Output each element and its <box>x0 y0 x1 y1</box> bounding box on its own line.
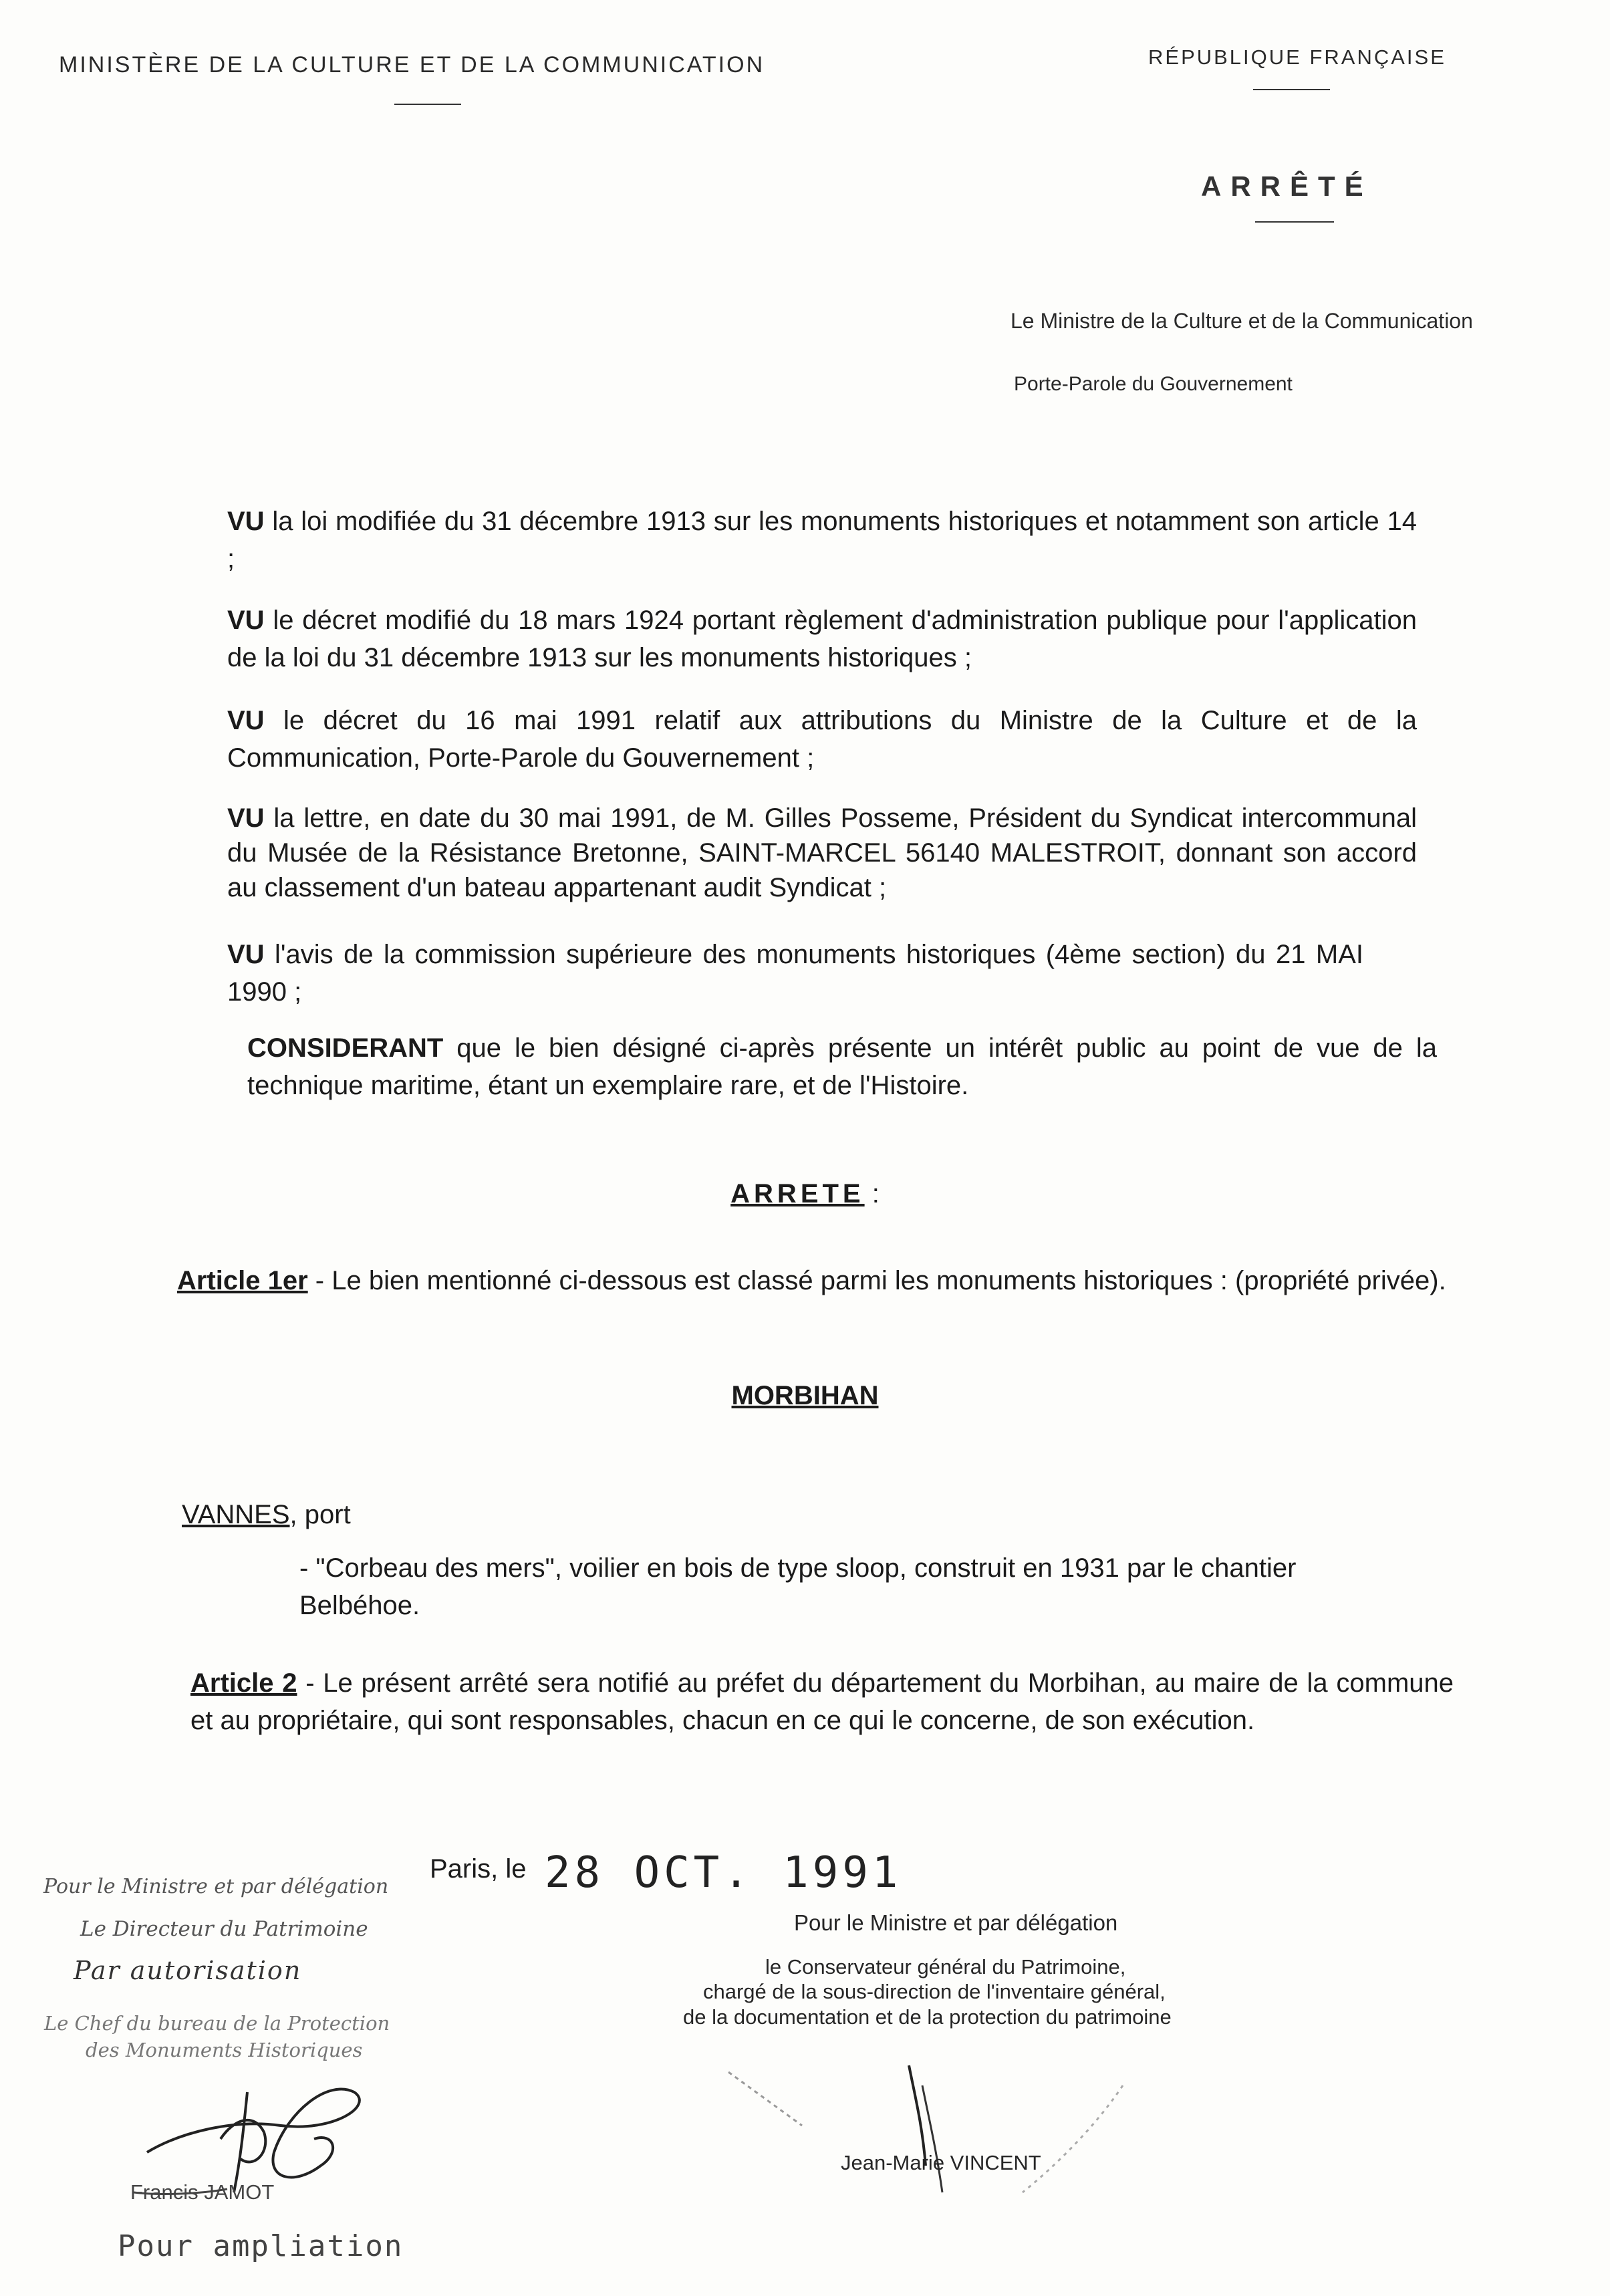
consideration-1 <box>227 503 1417 578</box>
consideration-6 <box>247 1029 1437 1104</box>
date-stamp: 28 OCT. 1991 <box>545 1848 902 1898</box>
consideration-lead: VU <box>227 706 265 735</box>
arrete-heading-colon: : <box>864 1179 880 1208</box>
consideration-lead: VU <box>227 507 265 536</box>
consideration-text: que le bien désigné ci-après présente un intérêt public au point de vue de la technique maritime, étant un exemplaire rare, et de l'Histoire. <box>247 1033 1437 1100</box>
article-2-label: Article 2 <box>190 1668 297 1698</box>
left-sig-line2: Le Directeur du Patrimoine <box>80 1917 368 1941</box>
article-1-text: - Le bien mentionné ci-dessous est classé parmi les monuments historiques : (propriété privée). <box>307 1266 1446 1295</box>
right-sig-line3: chargé de la sous-direction de l'inventaire général, <box>703 1980 1166 2003</box>
article-1-label: Article 1er <box>177 1266 308 1295</box>
consideration-text: le décret du 16 mai 1991 relatif aux attributions du Ministre de la Culture et de la Communication, Porte-Parole du Gouvernement ; <box>227 706 1417 773</box>
consideration-text: l'avis de la commission supérieure des monuments historiques (4ème section) du 21 MAI 1990 ; <box>227 940 1363 1007</box>
republic-header: RÉPUBLIQUE FRANÇAISE <box>1148 45 1446 69</box>
left-sig-line1: Pour le Ministre et par délégation <box>43 1875 389 1898</box>
ministry-rule <box>394 104 461 105</box>
left-sig-line3: Par autorisation <box>74 1956 302 1985</box>
consideration-lead: VU <box>227 606 265 635</box>
consideration-5 <box>227 936 1363 1011</box>
pour-ampliation: Pour ampliation <box>118 2229 404 2263</box>
arrete-heading-text: ARRETE <box>730 1179 865 1208</box>
consideration-text: le décret modifié du 18 mars 1924 portant règlement d'administration publique pour l'application de la loi du 31 décembre 1913 sur les monuments historiques ; <box>227 606 1417 672</box>
consideration-lead: VU <box>227 940 265 969</box>
department-heading <box>0 1377 1610 1414</box>
consideration-lead: VU <box>227 803 265 833</box>
right-sig-line2: le Conservateur général du Patrimoine, <box>765 1955 1126 1979</box>
minister-line2: Porte-Parole du Gouvernement <box>1014 373 1293 395</box>
consideration-4 <box>227 801 1417 905</box>
right-sig-name: Jean-Marie VINCENT <box>841 2151 1041 2174</box>
date-prefix: Paris, le <box>430 1854 527 1884</box>
arrete-heading <box>0 1175 1610 1213</box>
ministry-header: MINISTÈRE DE LA CULTURE ET DE LA COMMUNICATION <box>59 52 765 78</box>
location-line <box>182 1496 351 1533</box>
consideration-2 <box>227 602 1417 676</box>
right-sig-line4: de la documentation et de la protection du patrimoine <box>683 2005 1172 2029</box>
right-sig-line1: Pour le Ministre et par délégation <box>794 1910 1118 1935</box>
location-place: , port <box>289 1500 351 1529</box>
consideration-text: la lettre, en date du 30 mai 1991, de M. Gilles Posseme, Président du Syndicat intercommunal du Musée de la Résistance Bretonne, SAINT-MARCEL 56140 MALESTROIT, donnant son accord au classement d'un bateau appartenant audit Syndicat ; <box>227 803 1417 902</box>
department-text: MORBIHAN <box>731 1381 879 1410</box>
article-1 <box>177 1262 1447 1299</box>
article-2-text: - Le présent arrêté sera notifié au préfet du département du Morbihan, au maire de la commune et au propriétaire, qui sont responsables, chacun en ce qui le concerne, de son exécution. <box>190 1668 1454 1735</box>
left-sig-name: Francis JAMOT <box>130 2180 275 2204</box>
consideration-text: la loi modifiée du 31 décembre 1913 sur les monuments historiques et notamment son article 14 ; <box>227 507 1417 573</box>
consideration-3 <box>227 702 1417 777</box>
left-sig-line5: des Monuments Historiques <box>86 2039 363 2061</box>
article-2 <box>190 1664 1454 1739</box>
location-city: VANNES <box>182 1500 290 1529</box>
title-rule <box>1255 221 1334 223</box>
left-sig-line4: Le Chef du bureau de la Protection <box>44 2012 390 2035</box>
right-stamp-and-signature <box>722 2045 1190 2206</box>
republic-rule <box>1253 89 1330 90</box>
classified-item: - "Corbeau des mers", voilier en bois de type sloop, construit en 1931 par le chantier Belbéhoe. <box>299 1553 1297 1620</box>
minister-line1: Le Ministre de la Culture et de la Communication <box>1011 309 1473 333</box>
consideration-lead: CONSIDERANT <box>247 1033 444 1063</box>
document-title: ARRÊTÉ <box>1201 170 1373 202</box>
